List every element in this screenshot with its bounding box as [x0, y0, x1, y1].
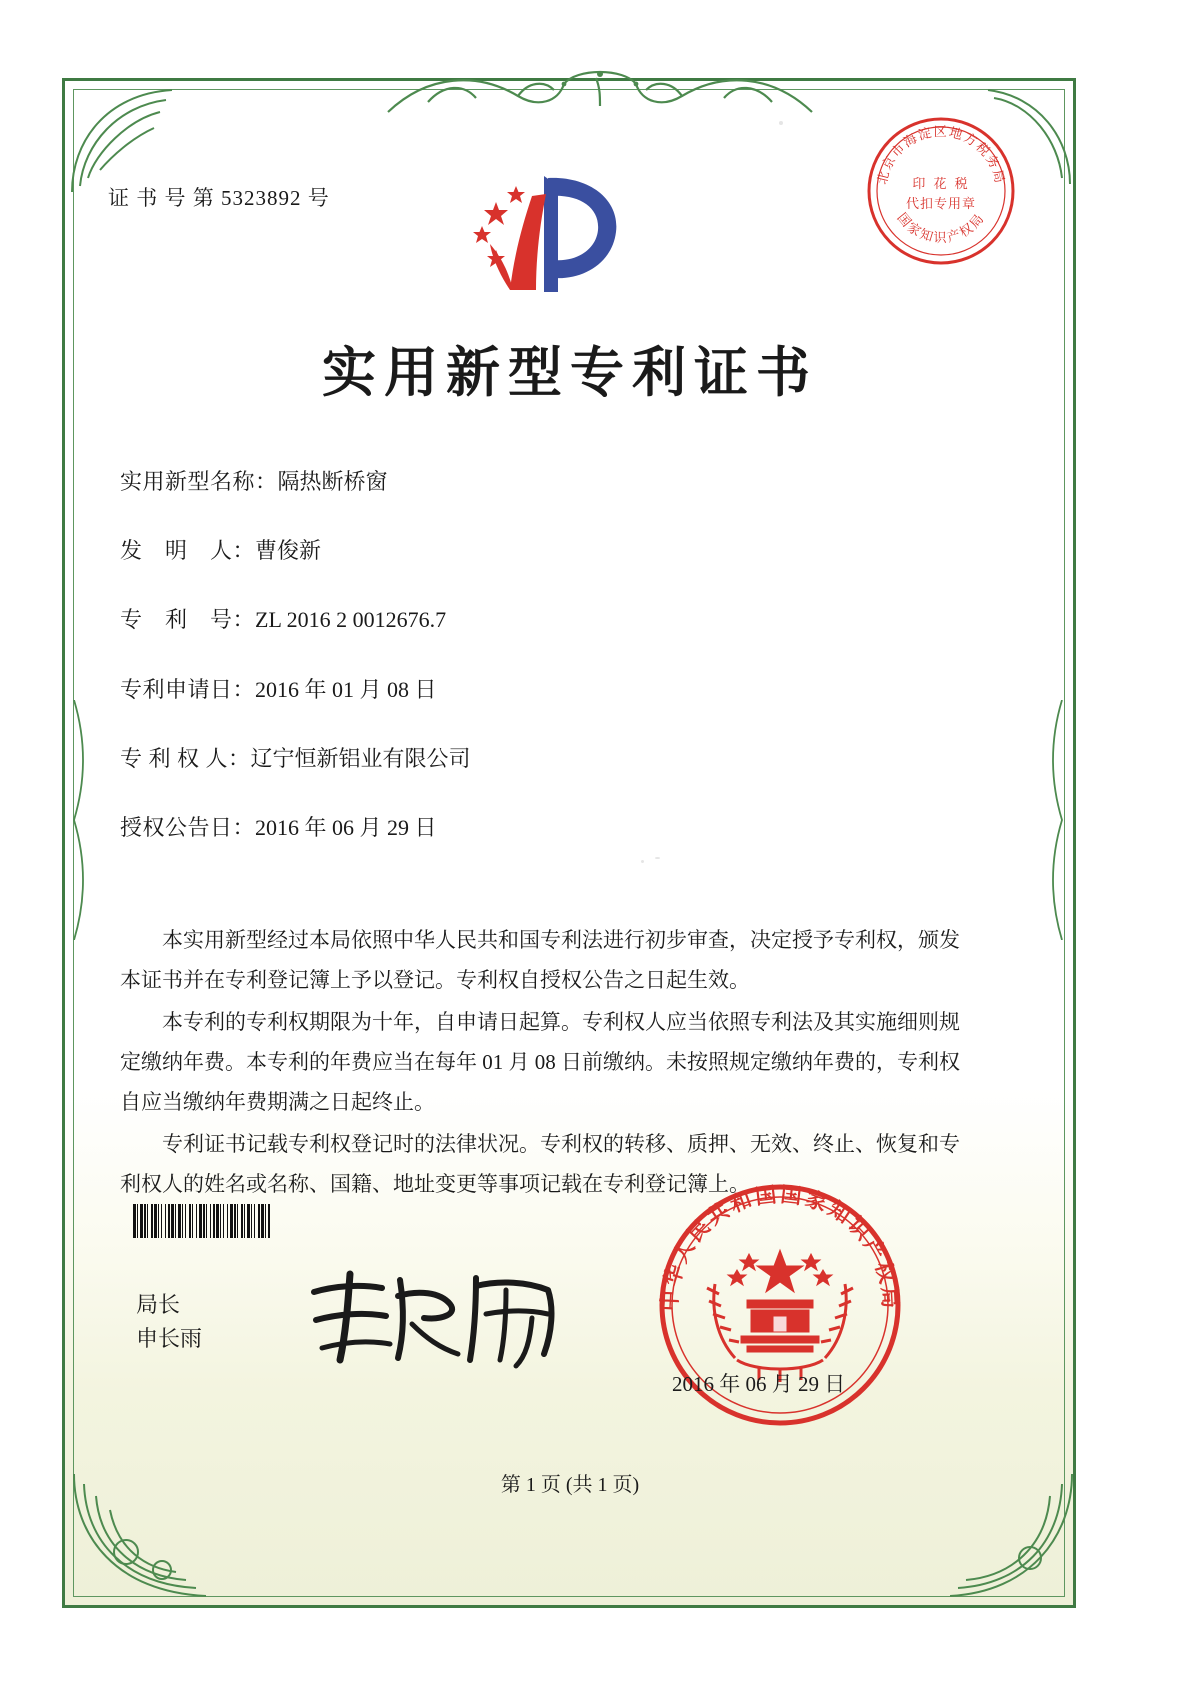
- field-label: 专 利 权 人：: [120, 745, 251, 771]
- field-row-grant-date: [120, 816, 980, 840]
- paragraph-1: 本实用新型经过本局依照中华人民共和国专利法进行初步审查，决定授予专利权，颁发本证书并在专利登记簿上予以登记。专利权自授权公告之日起生效。: [120, 928, 960, 992]
- official-seal-arc-text: 中华人民共和国国家知识产权局: [657, 1182, 903, 1312]
- field-value: 曹俊新: [255, 538, 322, 564]
- tax-stamp-center-line2: 代扣专用章: [905, 197, 977, 212]
- legal-text-block: [120, 920, 960, 1206]
- paragraph-2: 本专利的专利权期限为十年，自申请日起算。专利权人应当依照专利法及其实施细则规定缴纳年费。本专利的年费应当在每年 01 月 08 日前缴纳。未按照规定缴纳年费的，专利权自应当缴纳年费期满之日起终止。: [120, 1010, 960, 1114]
- field-label: 授权公告日：: [120, 814, 256, 840]
- field-value: 隔热断桥窗: [277, 469, 388, 494]
- signature-name-label: 申长雨: [136, 1326, 203, 1351]
- field-value: 2016 年 01 月 08 日: [255, 676, 437, 702]
- paragraph-3: 专利证书记载专利权登记时的法律状况。专利权的转移、质押、无效、终止、恢复和专利权人的姓名或名称、国籍、地址变更等事项记载在专利登记簿上。: [120, 1132, 960, 1196]
- field-row-name: [120, 470, 980, 494]
- field-label: 实用新型名称：: [120, 469, 278, 494]
- paper-speck: [655, 857, 660, 859]
- tax-stamp-center-line1: 印 花 税: [912, 177, 970, 192]
- field-row-application-date: [120, 678, 980, 702]
- tax-stamp-arc-top: 北京市海淀区地方税务局: [875, 125, 1007, 187]
- svg-text:国家知识产权局: [894, 211, 989, 246]
- barcode: [133, 1204, 416, 1238]
- certificate-number: 证 书 号 第 5323892 号: [108, 186, 330, 210]
- field-label: 专利申请日：: [120, 676, 256, 702]
- cnipa-logo-icon: [470, 160, 640, 310]
- field-value: 辽宁恒新铝业有限公司: [250, 745, 471, 771]
- page-title: 实用新型专利证书: [322, 340, 818, 404]
- handwritten-signature-icon: [300, 1262, 570, 1372]
- paper-speck: [641, 860, 644, 863]
- page-footer: 第 1 页 (共 1 页): [500, 1474, 640, 1496]
- svg-text:中华人民共和国国家知识产权局: [658, 1182, 903, 1311]
- field-value: 2016 年 06 月 29 日: [255, 814, 437, 840]
- field-label: 专 利 号：: [120, 607, 256, 633]
- signature-block: [136, 1288, 202, 1356]
- field-row-inventor: [120, 539, 980, 563]
- field-value: ZL 2016 2 0012676.7: [255, 607, 447, 633]
- field-row-patentee: [120, 747, 980, 771]
- tax-stamp: [862, 112, 1020, 270]
- signature-title-label: 局长: [136, 1292, 181, 1317]
- seal-date: 2016 年 06 月 29 日: [672, 1372, 846, 1396]
- field-label: 发 明 人：: [120, 538, 256, 564]
- field-row-patent-number: [120, 608, 980, 632]
- paper-speck: [779, 121, 783, 125]
- field-list: [120, 470, 980, 885]
- tax-stamp-arc-bottom: 国家知识产权局: [893, 210, 989, 246]
- barcode-bar: [270, 1204, 271, 1238]
